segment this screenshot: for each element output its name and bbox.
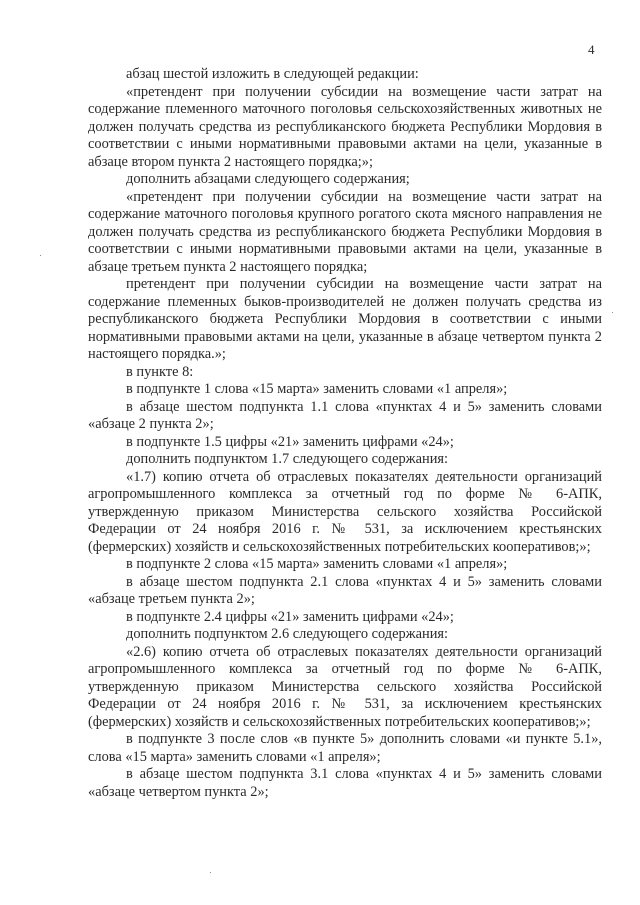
paragraph: в подпункте 2 слова «15 марта» заменить словами «1 апреля»; bbox=[126, 556, 508, 572]
paragraph: в подпункте 3 после слов «в пункте 5» дополнить словами «и пункте 5.1», слова «15 марта» заменить словами «1 апреля»; bbox=[88, 731, 602, 765]
paragraph: в пункте 8: bbox=[126, 363, 194, 380]
paragraph: в подпункте 1 слова «15 марта» заменить словами «1 апреля»; bbox=[126, 381, 508, 397]
paragraph: в абзаце шестом подпункта 2.1 слова «пунктах 4 и 5» заменить словами «абзаце третьем пункта 2»; bbox=[88, 573, 602, 607]
scan-speck bbox=[40, 255, 41, 256]
paragraph: абзац шестой изложить в следующей редакции: bbox=[126, 66, 419, 82]
document-body bbox=[88, 66, 602, 801]
paragraph: «1.7) копию отчета об отраслевых показателях деятельности организаций агропромышленного комплекса за отчетный год по форме № 6-АПК, утвержденную приказом Министерства сельского хозяйства Российской Федерации от 24 ноября 2016 г. № 531, за исключением крестьянских (фермерских) хозяйств и сельскохозяйственных потребительских кооперативов;»; bbox=[88, 468, 602, 555]
paragraph: в подпункте 1.5 цифры «21» заменить цифрами «24»; bbox=[126, 433, 454, 450]
paragraph: в подпункте 2.4 цифры «21» заменить цифрами «24»; bbox=[126, 608, 454, 625]
paragraph: «2.6) копию отчета об отраслевых показателях деятельности организаций агропромышленного комплекса за отчетный год по форме № 6-АПК, утвержденную приказом Министерства сельского хозяйства Российской Федерации от 24 ноября 2016 г. № 531, за исключением крестьянских (фермерских) хозяйств и сельскохозяйственных потребительских кооперативов;»; bbox=[88, 643, 602, 730]
paragraph: «претендент при получении субсидии на возмещение части затрат на содержание маточного поголовья крупного рогатого скота мясного направления не должен получать средства из республиканского бюджета Республики Мордовия в соответствии с иными нормативными правовыми актами на цели, указанные в абзаце третьем пункта 2 настоящего порядка; bbox=[88, 188, 602, 275]
scan-speck bbox=[210, 872, 211, 873]
paragraph: в абзаце шестом подпункта 1.1 слова «пунктах 4 и 5» заменить словами «абзаце 2 пункта 2»; bbox=[88, 398, 602, 432]
paragraph: в абзаце шестом подпункта 3.1 слова «пунктах 4 и 5» заменить словами «абзаце четвертом пункта 2»; bbox=[88, 766, 602, 800]
paragraph: претендент при получении субсидии на возмещение части затрат на содержание племенных быков-производителей не должен получать средства из республиканского бюджета Республики Мордовия в соответствии с иными нормативными правовыми актами на цели, указанные в абзаце четвертом пункта 2 настоящего порядка.»; bbox=[88, 276, 602, 362]
paragraph: дополнить абзацами следующего содержания; bbox=[126, 171, 410, 187]
scan-speck bbox=[612, 312, 613, 313]
page-number: 4 bbox=[588, 42, 595, 57]
paragraph: дополнить подпунктом 2.6 следующего содержания: bbox=[126, 626, 449, 642]
paragraph: «претендент при получении субсидии на возмещение части затрат на содержание племенного маточного поголовья сельскохозяйственных животных не должен получать средства из республиканского бюджета Республики Мордовия в соответствии с иными нормативными правовыми актами на цели, указанные в абзаце втором пункта 2 настоящего порядка;»; bbox=[88, 83, 602, 170]
paragraph: дополнить подпунктом 1.7 следующего содержания: bbox=[126, 451, 449, 467]
